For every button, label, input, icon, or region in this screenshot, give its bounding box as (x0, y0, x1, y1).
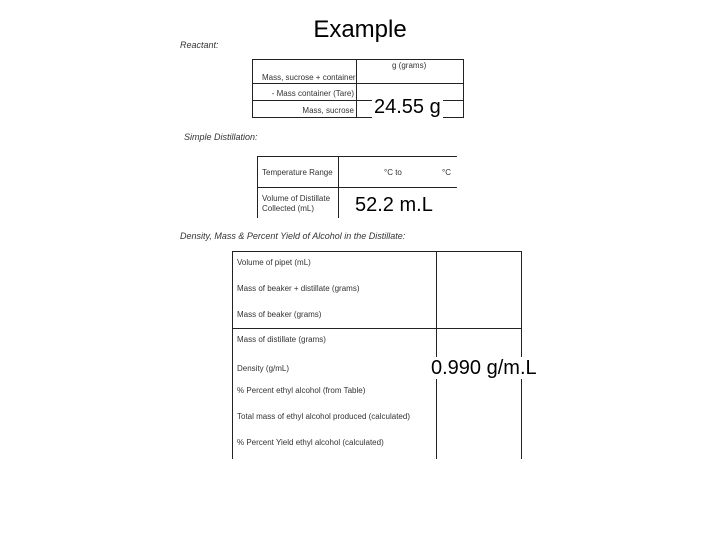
distillation-row-label: Collected (mL) (262, 204, 315, 213)
reactant-row-label: - Mass container (Tare) (271, 89, 354, 98)
density-line (232, 251, 522, 252)
reactant-heading: Reactant: (180, 40, 219, 50)
distillation-to-unit: °C (442, 168, 451, 177)
density-row-label: Volume of pipet (mL) (237, 258, 311, 267)
reactant-row-label: Mass, sucrose + container (262, 73, 356, 82)
density-value: 0.990 g/m.L (431, 357, 537, 379)
density-row-label: Mass of beaker + distillate (grams) (237, 284, 360, 293)
slide-title: Example (313, 16, 407, 43)
density-row-label: Density (g/mL) (237, 364, 290, 373)
distillate-volume-value: 52.2 m.L (355, 194, 433, 216)
density-row-label: % Percent ethyl alcohol (from Table) (237, 386, 366, 395)
density-row-label: Mass of beaker (grams) (237, 310, 322, 319)
distillation-row-label: Temperature Range (262, 168, 333, 177)
reactant-unit-header: g (grams) (392, 61, 427, 70)
density-row-label: Total mass of ethyl alcohol produced (calculated) (237, 412, 410, 421)
density-heading: Density, Mass & Percent Yield of Alcohol in the Distillate: (180, 231, 406, 241)
density-line (521, 251, 522, 459)
density-row-label: Mass of distillate (grams) (237, 335, 326, 344)
density-line (232, 328, 522, 329)
distillation-from-unit: °C to (384, 168, 402, 177)
reactant-sucrose-mass-value: 24.55 g (374, 96, 441, 118)
density-line (436, 251, 437, 459)
density-line (232, 251, 233, 459)
distillation-heading: Simple Distillation: (184, 132, 258, 142)
distillation-row-label: Volume of Distillate (262, 194, 331, 203)
reactant-row-label: Mass, sucrose (302, 106, 354, 115)
density-row-label: % Percent Yield ethyl alcohol (calculated) (237, 438, 384, 447)
